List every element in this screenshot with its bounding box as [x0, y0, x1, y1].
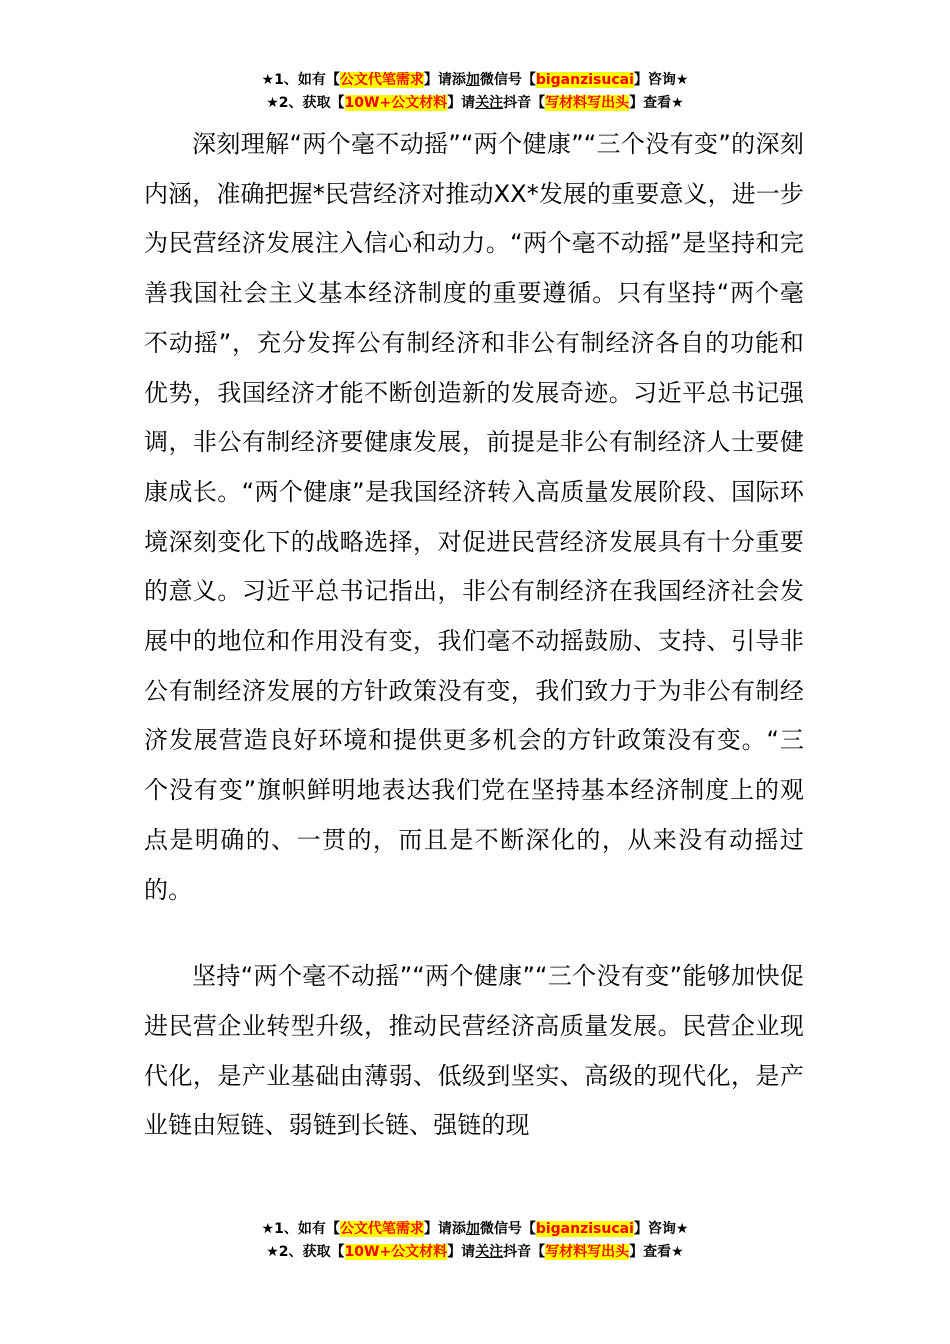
banner-line-1-highlight-wechat: biganzisucai [535, 72, 634, 88]
banner-line-1-mid: 】请添 [423, 72, 466, 88]
footer-banner-line-2 [0, 1241, 950, 1264]
footer-banner-line-1 [0, 1218, 950, 1241]
banner-line-1 [0, 69, 950, 92]
footer-line-1-underlined: 加 [465, 1221, 480, 1237]
footer-line-2-highlight-materials: 10W+公文材料 [344, 1244, 448, 1260]
footer-line-1-mid: 】请添 [423, 1221, 466, 1237]
footer-line-2-mid: 】请 [447, 1244, 476, 1260]
banner-line-2 [0, 92, 950, 115]
banner-line-1-suffix: 】咨询★ [633, 72, 689, 88]
banner-line-1-mid2: 微信号【 [479, 72, 536, 88]
footer-banner [0, 1218, 950, 1264]
footer-line-1-suffix: 】咨询★ [633, 1221, 689, 1237]
footer-line-1-mid2: 微信号【 [479, 1221, 536, 1237]
banner-line-2-mid: 】请 [447, 95, 476, 111]
banner-line-1-highlight-service: 公文代笔需求 [339, 72, 424, 88]
footer-line-2-highlight-douyin: 写材料写出头 [545, 1244, 630, 1260]
footer-line-1-highlight-service: 公文代笔需求 [339, 1221, 424, 1237]
paragraph-spacer [144, 915, 804, 952]
footer-line-2-prefix: ★2、获取【 [266, 1244, 345, 1260]
banner-line-2-highlight-douyin: 写材料写出头 [545, 95, 630, 111]
header-banner [0, 69, 950, 115]
banner-line-1-prefix: ★1、如有【 [261, 72, 340, 88]
banner-line-1-underlined: 加 [465, 72, 480, 88]
banner-line-2-mid2: 抖音【 [503, 95, 546, 111]
footer-line-2-suffix: 】查看★ [629, 1244, 684, 1260]
footer-line-2-mid2: 抖音【 [503, 1244, 546, 1260]
banner-line-2-suffix: 】查看★ [629, 95, 684, 111]
footer-line-1-highlight-wechat: biganzisucai [535, 1221, 634, 1237]
paragraph-2: 坚持“两个毫不动摇”“两个健康”“三个没有变”能够加快促进民营企业转型升级，推动民营经济高质量发展。民营企业现代化，是产业基础由薄弱、低级到坚实、高级的现代化，是产业链由短链、弱链到长链、强链的现 [144, 962, 804, 1140]
footer-line-1-prefix: ★1、如有【 [261, 1221, 340, 1237]
document-body [144, 120, 804, 1151]
banner-line-2-prefix: ★2、获取【 [266, 95, 345, 111]
banner-line-2-underlined: 关注 [475, 95, 504, 111]
footer-line-2-underlined: 关注 [475, 1244, 504, 1260]
banner-line-2-highlight-materials: 10W+公文材料 [344, 95, 448, 111]
paragraph-1: 深刻理解“两个毫不动摇”“两个健康”“三个没有变”的深刻内涵，准确把握*民营经济对推动XX*发展的重要意义，进一步为民营经济发展注入信心和动力。“两个毫不动摇”是坚持和完善我国社会主义基本经济制度的重要遵循。只有坚持“两个毫不动摇”，充分发挥公有制经济和非公有制经济各自的功能和优势，我国经济才能不断创造新的发展奇迹。习近平总书记强调，非公有制经济要健康发展，前提是非公有制经济人士要健康成长。“两个健康”是我国经济转入高质量发展阶段、国际环境深刻变化下的战略选择，对促进民营经济发展具有十分重要的意义。习近平总书记指出，非公有制经济在我国经济社会发展中的地位和作用没有变，我们毫不动摇鼓励、支持、引导非公有制经济发展的方针政策没有变，我们致力于为非公有制经济发展营造良好环境和提供更多机会的方针政策没有变。“三个没有变”旗帜鲜明地表达我们党在坚持基本经济制度上的观点是明确的、一贯的，而且是不断深化的，从来没有动摇过的。 [144, 130, 804, 904]
